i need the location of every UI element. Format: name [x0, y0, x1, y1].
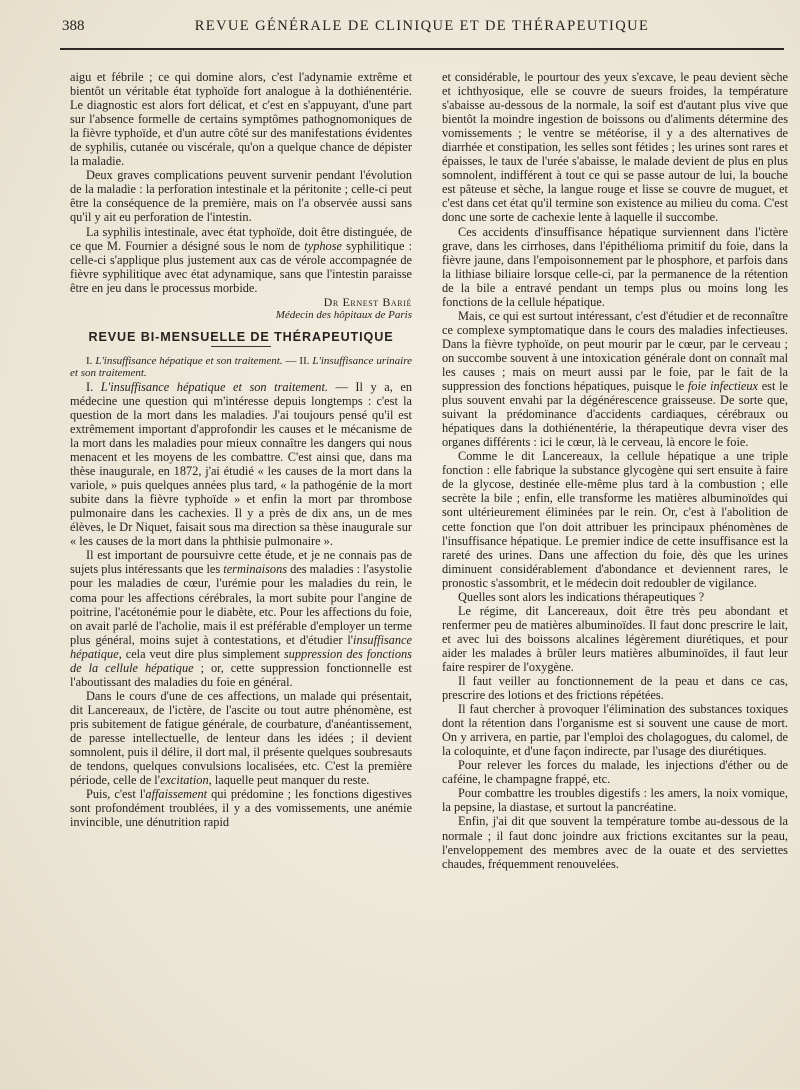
- paragraph: Pour relever les forces du malade, les injections d'éther ou de caféine, le champagne frappé, etc.: [442, 758, 788, 787]
- paragraph: Il est important de poursuivre cette étude, et je ne connais pas de sujets plus intéressants que les terminaisons des maladies : l'asystolie pour les maladies de cœur, l'urémie pour les maladies du rein, le coma pour les affections cérébrales, la mort subite pour l'angine de poitrine, l'acétonémie pour le diabète, etc. Pour les affections du foie, on avait parlé de l'acholie, mais il est préférable d'employer un terme plus général, moins sujet à contestations, et d'étudier l'insuffisance hépatique, cela veut dire plus simplement suppression des fonctions de la cellule hépatique ; or, cette suppression fonctionnelle est l'aboutissant des maladies du foie en général.: [70, 548, 413, 689]
- paragraph: Quelles sont alors les indications thérapeutiques ?: [458, 589, 705, 604]
- section-summary: I. L'insuffisance hépatique et son traitement. — II. L'insuffisance urinaire et son traitement.: [70, 354, 412, 380]
- section-title: REVUE BI-MENSUELLE DE THÉRAPEUTIQUE: [88, 329, 394, 344]
- running-header: [62, 18, 782, 42]
- page-number: 388: [62, 18, 85, 34]
- paragraph: Enfin, j'ai dit que souvent la température tombe au-dessous de la normale ; il faut donc joindre aux frictions excitantes sur la peau, l'enveloppement des membres avec de la ouate et des serviettes chaudes, fréquemment renouvelées.: [442, 814, 788, 871]
- paragraph: Il faut chercher à provoquer l'élimination des substances toxiques dont la rétention dans l'organisme est si souvent une cause de mort. On y arrivera, en partie, par l'emploi des cholagogues, du calomel, de la coloquinte, et d'une façon indirecte, par l'usage des diurétiques.: [442, 702, 788, 759]
- paragraph: Comme le dit Lancereaux, la cellule hépatique a une triple fonction : elle fabrique la substance glycogène qui sert ensuite à faire de la glycose, destinée elle-même plus tard à la combustion ; elle secrète la bile ; enfin, elle transforme les matières albuminoïdes qui sont ultérieurement éliminées par le rein. Or, c'est à l'abolition de cette fonction que l'on doit attribuer les principaux phénomènes de l'insuffisance hépatique. Le premier indice de cette insuffisance est la rareté des urines. Dans une affection du foie, dès que les urines diminuent considérablement d'abondance et deviennent rares, le pronostic s'assombrit, et le médecin doit redoubler de vigilance.: [442, 449, 788, 590]
- paragraph: Pour combattre les troubles digestifs : les amers, la noix vomique, la pepsine, la diastase, et surtout la pancréatine.: [442, 786, 788, 815]
- paragraph: Il faut veiller au fonctionnement de la peau et dans ce cas, prescrire des lotions et des frictions répétées.: [442, 674, 788, 703]
- journal-title: REVUE GÉNÉRALE DE CLINIQUE ET DE THÉRAPEUTIQUE: [194, 18, 650, 34]
- paragraph: aigu et fébrile ; ce qui domine alors, c'est l'adynamie extrême et bientôt un véritable état typhoïde fort analogue à la dothiénentérie. Le diagnostic est alors fort délicat, et c'est en s'appuyant, d'une part sur l'absence formelle de certains symptômes pathognomoniques de la fièvre typhoïde, et d'un autre côté sur des manifestations évidentes de syphilis, cutanée ou viscérale, qu'on a quelque chance de dépister la maladie.: [70, 70, 412, 169]
- paragraph: Le régime, dit Lancereaux, doit être très peu abondant et renfermer peu de matières albuminoïdes. Il faut donc prescrire le lait, et avec lui des boissons alcalines légèrement diurétiques, et pour aider les malades à brûler leurs matières albuminoïdes, il faut leur faire respirer de l'oxygène.: [442, 603, 788, 674]
- author-signature: Dr Ernest Barié: [323, 294, 412, 309]
- emphasis: typhose: [304, 238, 343, 253]
- paragraph: La syphilis intestinale, avec état typhoïde, doit être distinguée, de ce que M. Fournier a désigné sous le nom de typhose syphilitique : celle-ci s'applique plus justement aux cas de vérole accompagnée de fièvre syphilitique avec état adynamique, sans que l'intestin paraisse être en jeu dans le processus morbide.: [70, 224, 412, 295]
- paragraph: I. L'insuffisance hépatique et son traitement. — Il y a, en médecine une question qui m'intéresse depuis longtemps : c'est la question de la mort dans les maladies. J'ai toujours pensé qu'il est extrêmement important d'approfondir les causes et le mécanisme de la mort dans les maladies pour mieux connaître les dangers qui nous menacent et les moyens de les combattre. C'est ainsi que, dans ma thèse inaugurale, en 1872, j'ai étudié « les causes de la mort dans la variole, » puis quelques années plus tard, « la pathogénie de la mort subite dans la fièvre typhoïde » et enfin la mort par thrombose pulmonaire dans les cachexies. Il y a près de dix ans, un de mes élèves, le Dr Niquet, faisait sous ma direction sa thèse inaugurale sur « les causes de la mort dans la phthisie pulmonaire ».: [70, 379, 412, 549]
- paragraph: Dans le cours d'une de ces affections, un malade qui présentait, dit Lancereaux, de l'ictère, de l'ascite ou tout autre phénomène, est pris subitement de fatigue générale, de courbature, d'anéantissement, de paresse intellectuelle, de lenteur dans les idées ; il devient somnolent, puis il délire, il dort mal, il présente quelques soubresauts de tendons, quelques convulsions localisées, etc. C'est la première période, celle de l'excitation, laquelle peut manquer du reste.: [70, 688, 412, 788]
- emphasis: L'insuffisance hépatique et son traitement.: [100, 379, 328, 394]
- paragraph: et considérable, le pourtour des yeux s'excave, le peau devient sèche et ichthyosique, elle se couvre de sueurs froides, la température s'abaisse au-dessous de la normale, la soif est d'autant plus vive que bientôt la moindre ingestion de boissons ou d'aliments détermine des vomissements ; le ventre se météorise, il y a des alternatives de diarrhée et constipation, les selles sont fétides ; les urines sont rares et épaisses, le taux de l'urée s'abaisse, le malade devient de plus en plus somnolent, indifférent à tout ce qui se passe autour de lui, la bouche est pâteuse et sèche, la langue rouge et lisse se couvre de muguet, et c'est dans cet état qu'il termine son existence au milieu du coma. C'est donc une sorte de cachexie lente à laquelle il succombe.: [442, 70, 788, 225]
- author-role: Médecin des hôpitaux de Paris: [275, 308, 412, 321]
- header-rule: [60, 48, 784, 50]
- left-column: [70, 70, 412, 829]
- section-rule: [211, 346, 271, 347]
- right-column: [442, 70, 788, 871]
- paragraph: Ces accidents d'insuffisance hépatique surviennent dans l'ictère grave, dans les cirrhoses, dans l'épithélioma primitif du foie, dans la fièvre jaune, dans l'empoisonnement par le phosphore, et parfois dans la lithiase biliaire lorsque celle-ci, par la permanence de la rétention de la bile a entravé pendant un temps plus ou moins long les fonctions de la cellule hépatique.: [442, 224, 788, 309]
- paragraph: Puis, c'est l'affaissement qui prédomine ; les fonctions digestives sont profondément troublées, il y a des vomissements, une anémie invincible, une dénutrition rapid: [70, 787, 412, 830]
- paragraph: Mais, ce qui est surtout intéressant, c'est d'étudier et de reconnaître ce complexe symptomatique dans le cours des maladies infectieuses. Dans la fièvre typhoïde, on peut mourir par le cœur, par le cerveau ; on succombe souvent à une intoxication générale dont on connaît mal les causes ; mais on meurt aussi par le foie, par le fait de la suppression des fonctions hépatiques, puisque le foie infectieux est le plus souvent envahi par la dégénérescence graisseuse. De sorte que, suivant la prédominance d'accidents cardiaques, cérébraux ou hépatiques dans la dothiénentérie, la thérapeutique devra viser des organes différents : ici le cœur, là le cerveau, là encore le foie.: [442, 308, 788, 450]
- paragraph: Deux graves complications peuvent survenir pendant l'évolution de la maladie : la perforation intestinale et la péritonite ; celle-ci peut être la conséquence de la première, mais on l'a observée aussi sans qu'il y ait eu perforation de l'intestin.: [70, 168, 412, 225]
